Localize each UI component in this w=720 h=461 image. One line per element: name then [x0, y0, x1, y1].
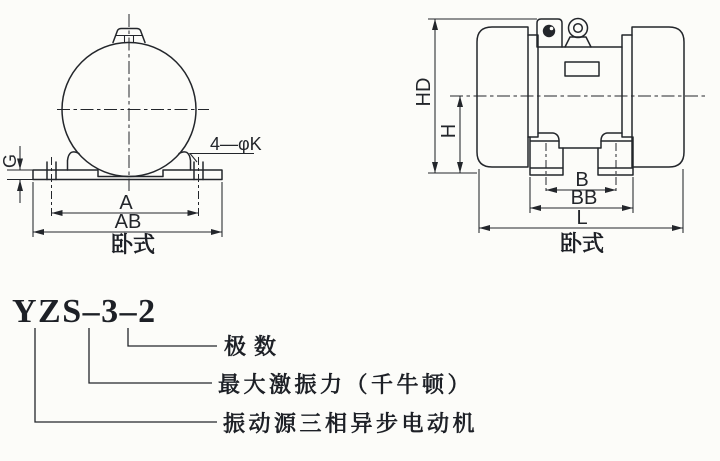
flange-right [622, 35, 632, 137]
dimension-label-l: L [576, 207, 588, 229]
callout-line-poles [128, 328, 217, 346]
caption-horizontal-side: 卧式 [559, 231, 605, 256]
junction-box [537, 19, 562, 47]
dimension-label-hd: HD [413, 77, 435, 107]
callout-line-source [35, 328, 217, 422]
dimension-bolt-holes [190, 134, 262, 162]
dimension-label-bb: BB [570, 187, 598, 209]
flange-left [528, 35, 538, 137]
lifting-eye [565, 19, 591, 48]
dimension-label-g: G [0, 153, 20, 169]
nameplate [565, 62, 599, 76]
dimension-label-bolt-holes: 4—φK [210, 134, 262, 154]
model-code: YZS–3–2 [12, 293, 157, 330]
gusset-left [68, 152, 80, 170]
gusset-right [179, 152, 191, 170]
dimension-h [438, 96, 460, 173]
dimension-g [0, 146, 33, 203]
caption-horizontal-front: 卧式 [110, 232, 156, 257]
callout-label-source: 振动源三相异步电动机 [223, 411, 479, 436]
callout-label-poles: 极数 [224, 334, 285, 359]
front-view [0, 14, 262, 257]
dimension-label-h: H [438, 123, 460, 139]
end-cover-left [477, 27, 528, 167]
callout-label-force: 最大激振力（千牛顿） [218, 372, 474, 397]
side-view [413, 19, 705, 257]
cable-entry-dot [543, 25, 555, 37]
dimension-label-b: B [575, 169, 589, 191]
dimension-label-a: A [119, 192, 133, 214]
model-legend [12, 293, 478, 436]
dimension-label-ab: AB [114, 211, 142, 233]
end-cover-right [632, 27, 684, 167]
callout-line-force [89, 328, 212, 383]
